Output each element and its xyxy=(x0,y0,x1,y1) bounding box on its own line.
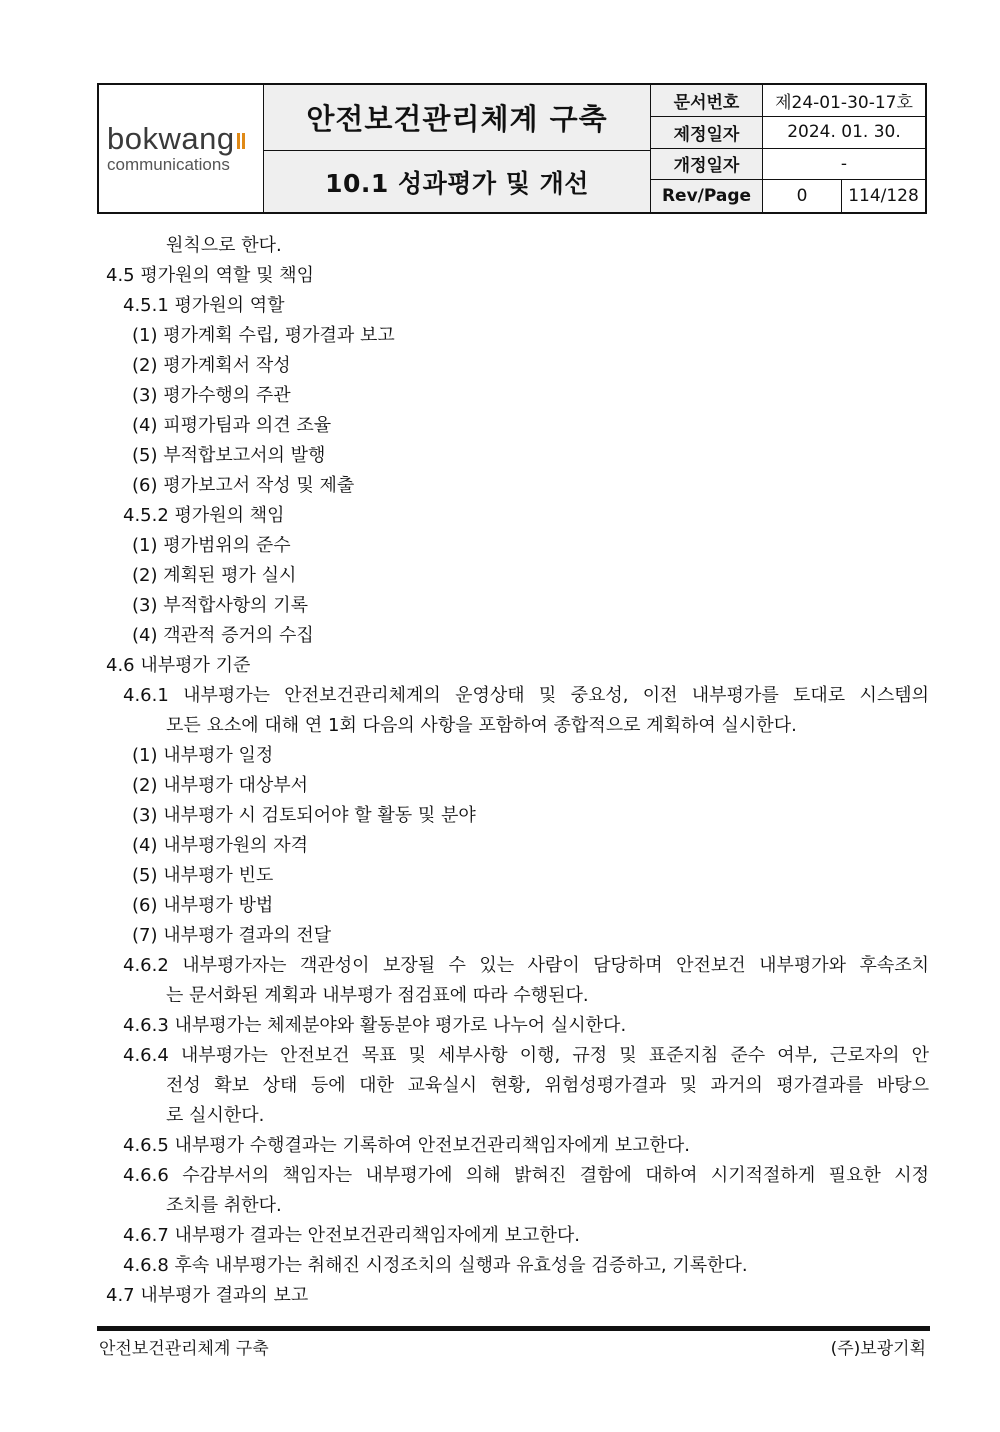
subsection-heading: 4.5.1 평가원의 역할 xyxy=(123,295,285,316)
paragraph-line: 전성 확보 상태 등에 대한 교육실시 현황, 위험성평가결과 및 과거의 평가결과를 바탕으 xyxy=(166,1075,929,1096)
title-cell xyxy=(264,85,651,212)
logo-mark-icon xyxy=(237,123,247,155)
issue-date-label: 제정일자 xyxy=(651,117,763,149)
paragraph-line: 조치를 취한다. xyxy=(166,1195,282,1216)
list-item: (1) 평가계획 수립, 평가결과 보고 xyxy=(132,325,395,346)
footer-company: (주)보광기획 xyxy=(830,1339,926,1359)
paragraph-line: 로 실시한다. xyxy=(166,1105,265,1126)
list-item: (3) 부적합사항의 기록 xyxy=(132,595,309,616)
list-item: (1) 평가범위의 준수 xyxy=(132,535,291,556)
list-item: (4) 피평가팀과 의견 조율 xyxy=(132,415,332,436)
logo-sub: communications xyxy=(107,154,230,174)
paragraph-line: 는 문서화된 계획과 내부평가 점검표에 따라 수행된다. xyxy=(166,985,589,1006)
list-item: (6) 내부평가 방법 xyxy=(132,895,274,916)
paragraph-line: 4.6.7 내부평가 결과는 안전보건관리책임자에게 보고한다. xyxy=(123,1225,580,1246)
page-value: 114/128 xyxy=(848,186,919,207)
paragraph-line: 4.6.4 내부평가는 안전보건 목표 및 세부사항 이행, 규정 및 표준지침 준수 여부, 근로자의 안 xyxy=(123,1045,929,1066)
issue-date-value: 2024. 01. 30. xyxy=(763,117,925,149)
list-item: (7) 내부평가 결과의 전달 xyxy=(132,925,332,946)
list-item: (5) 내부평가 빈도 xyxy=(132,865,274,886)
rev-value: 0 xyxy=(763,180,842,212)
paragraph-line: 4.6.3 내부평가는 체제분야와 활동분야 평가로 나누어 실시한다. xyxy=(123,1015,627,1036)
document-header xyxy=(97,83,927,214)
company-logo xyxy=(99,85,264,212)
rev-date-label: 개정일자 xyxy=(651,149,763,181)
document-title: 안전보건관리체계 구축 xyxy=(264,85,650,151)
footer-document-name: 안전보건관리체계 구축 xyxy=(99,1339,269,1359)
list-item: (3) 내부평가 시 검토되어야 할 활동 및 분야 xyxy=(132,805,476,826)
meta-table xyxy=(651,85,925,212)
list-item: (2) 계획된 평가 실시 xyxy=(132,565,297,586)
section-heading: 4.6 내부평가 기준 xyxy=(106,655,251,676)
list-item: (1) 내부평가 일정 xyxy=(132,745,274,766)
body-line: 원칙으로 한다. xyxy=(166,235,282,256)
rev-date-value: - xyxy=(763,149,925,181)
rev-page-label: Rev/Page xyxy=(651,180,763,212)
subsection-heading: 4.5.2 평가원의 책임 xyxy=(123,505,285,526)
paragraph-line: 모든 요소에 대해 연 1회 다음의 사항을 포함하여 종합적으로 계획하여 실시한다. xyxy=(166,715,797,736)
footer-divider xyxy=(97,1326,930,1331)
section-heading: 4.7 내부평가 결과의 보고 xyxy=(106,1285,309,1306)
logo-name: bokwang xyxy=(107,120,235,156)
section-heading: 4.5 평가원의 역할 및 책임 xyxy=(106,265,315,286)
list-item: (2) 평가계획서 작성 xyxy=(132,355,291,376)
list-item: (6) 평가보고서 작성 및 제출 xyxy=(132,475,355,496)
section-title: 10.1 성과평가 및 개선 xyxy=(325,168,589,198)
paragraph-line: 4.6.2 내부평가자는 객관성이 보장될 수 있는 사람이 담당하며 안전보건 내부평가와 후속조치 xyxy=(123,955,929,976)
list-item: (2) 내부평가 대상부서 xyxy=(132,775,309,796)
doc-no-label: 문서번호 xyxy=(651,85,763,117)
doc-no-value: 제24-01-30-17호 xyxy=(763,85,925,117)
paragraph-line: 4.6.1 내부평가는 안전보건관리체계의 운영상태 및 중요성, 이전 내부평가를 토대로 시스템의 xyxy=(123,685,929,706)
list-item: (5) 부적합보고서의 발행 xyxy=(132,445,326,466)
paragraph-line: 4.6.8 후속 내부평가는 취해진 시정조치의 실행과 유효성을 검증하고, 기록한다. xyxy=(123,1255,748,1276)
paragraph-line: 4.6.6 수감부서의 책임자는 내부평가에 의해 밝혀진 결함에 대하여 시기적절하게 필요한 시정 xyxy=(123,1165,929,1186)
paragraph-line: 4.6.5 내부평가 수행결과는 기록하여 안전보건관리책임자에게 보고한다. xyxy=(123,1135,690,1156)
list-item: (4) 내부평가원의 자격 xyxy=(132,835,309,856)
list-item: (3) 평가수행의 주관 xyxy=(132,385,291,406)
list-item: (4) 객관적 증거의 수집 xyxy=(132,625,314,646)
